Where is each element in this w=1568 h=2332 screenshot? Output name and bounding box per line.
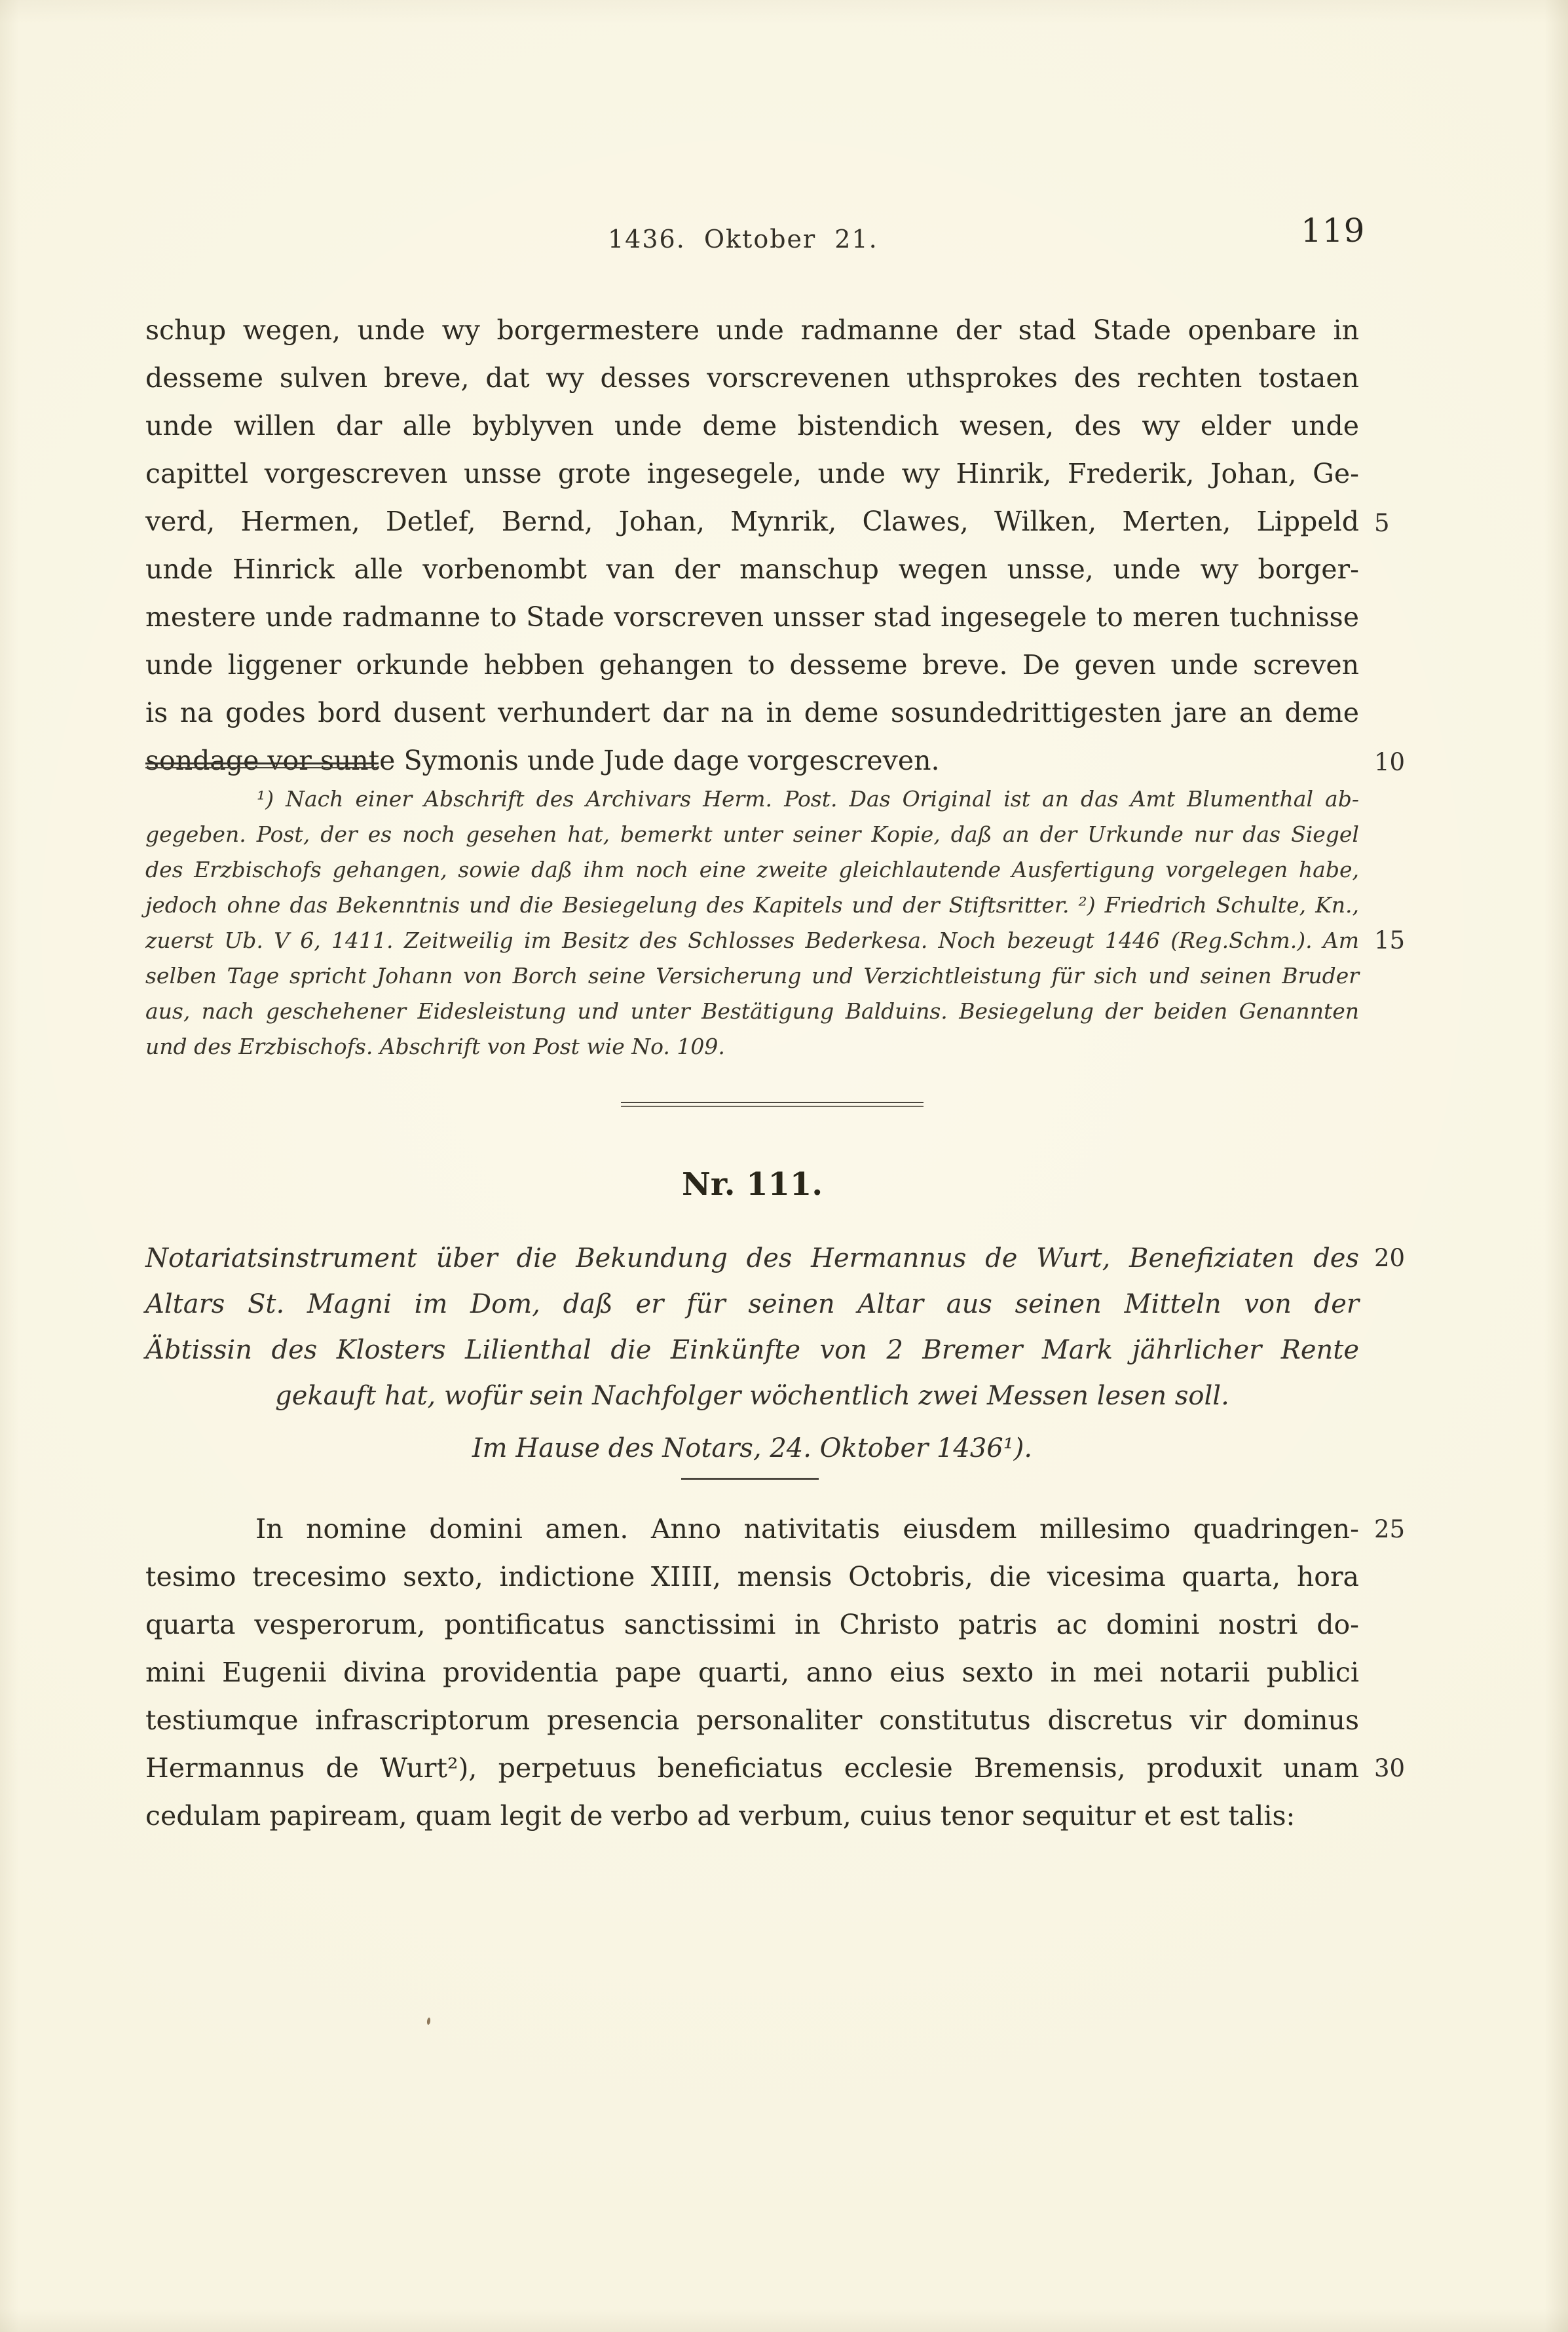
- page-number: 119: [1301, 212, 1366, 250]
- latin-text-line: testiumque infrascriptorum presencia personaliter constitutus discretus vir dominus: [145, 1704, 1359, 1736]
- entry-number-heading: Nr. 111.: [681, 1166, 823, 1203]
- regest-closing-line: gekauft hat, wofür sein Nachfolger wöchentlich zwei Messen lesen soll.: [275, 1381, 1229, 1411]
- latin-text-paragraph: [145, 1505, 1359, 1840]
- regest-line: Äbtissin des Klosters Lilienthal die Einkünfte von 2 Bremer Mark jährlicher Rente: [145, 1335, 1359, 1365]
- footnote-line: des Erzbischofs gehangen, sowie daß ihm noch eine zweite gleichlautende Ausfertigung vorgelegen habe,: [145, 857, 1359, 882]
- footnote-separator-rule: [145, 762, 379, 768]
- margin-line-number: 5: [1374, 509, 1390, 537]
- footnote-line: aus, nach geschehener Eidesleistung und unter Bestätigung Balduins. Besiegelung der beiden Genannten: [145, 998, 1359, 1024]
- footnote-line: ¹) Nach einer Abschrift des Archivars Herm. Post. Das Original ist an das Amt Blumenthal ab-: [257, 786, 1359, 812]
- margin-line-number: 15: [1374, 926, 1406, 954]
- footnote-line: gegeben. Post, der es noch gesehen hat, bemerkt unter seiner Kopie, daß an der Urkunde nur das Siegel: [145, 821, 1359, 847]
- regest-line: Altars St. Magni im Dom, daß er für seinen Altar aus seinen Mitteln von der: [145, 1289, 1359, 1319]
- footnote-line: jedoch ohne das Bekenntnis und die Besiegelung des Kapitels und der Stiftsritter. ²) Friedrich Schulte, Kn.,: [145, 892, 1359, 918]
- main-text-line: schup wegen, unde wy borgermestere unde radmanne der stad Stade openbare in: [145, 314, 1359, 346]
- main-text-paragraph: [145, 307, 1359, 785]
- margin-line-number: 30: [1374, 1754, 1406, 1782]
- latin-text-line: Hermannus de Wurt²), perpetuus beneficiatus ecclesie Bremensis, produxit unam: [145, 1752, 1359, 1784]
- main-text-line: unde liggener orkunde hebben gehangen to desseme breve. De geven unde screven: [145, 649, 1359, 681]
- main-text-line: unde Hinrick alle vorbenombt van der manschup wegen unsse, unde wy borger-: [145, 554, 1359, 585]
- latin-text-line: In nomine domini amen. Anno nativitatis eiusdem millesimo quadringen-: [255, 1513, 1359, 1545]
- entry-dateline: Im Hause des Notars, 24. Oktober 1436¹).: [472, 1433, 1033, 1463]
- regest-summary: [145, 1235, 1359, 1471]
- footnote-line: zuerst Ub. V 6, 1411. Zeitweilig im Besitz des Schlosses Bederkesa. Noch bezeugt 1446 (Reg.Schm.). Am: [145, 928, 1359, 953]
- margin-line-number: 20: [1374, 1244, 1406, 1272]
- main-text-line: desseme sulven breve, dat wy desses vorscrevenen uthsprokes des rechten tostaen: [145, 362, 1359, 394]
- footnote-line: selben Tage spricht Johann von Borch seine Versicherung und Verzichtleistung für sich und seinen Bruder: [145, 963, 1359, 988]
- main-text-line: capittel vorgescreven unsse grote ingesegele, unde wy Hinrik, Frederik, Johan, Ge-: [145, 458, 1359, 489]
- margin-line-number: 10: [1374, 748, 1406, 776]
- footnote-line: und des Erzbischofs. Abschrift von Post wie No. 109.: [145, 1034, 725, 1059]
- latin-text-line: tesimo trecesimo sexto, indictione XIIII, mensis Octobris, die vicesima quarta, hora: [145, 1561, 1359, 1592]
- footnote-block: [145, 781, 1359, 1064]
- main-text-line: is na godes bord dusent verhundert dar na in deme sosundedrittigesten jare an deme: [145, 697, 1359, 728]
- margin-line-number: 25: [1374, 1515, 1406, 1543]
- latin-text-line: mini Eugenii divina providentia pape quarti, anno eius sexto in mei notarii publici: [145, 1657, 1359, 1688]
- main-text-line: sondage vor sunte Symonis unde Jude dage vorgescreven.: [145, 745, 940, 776]
- main-text-line: mestere unde radmanne to Stade vorscreven unsser stad ingesegele to meren tuchnisse: [145, 601, 1359, 633]
- main-text-line: verd, Hermen, Detlef, Bernd, Johan, Mynrik, Clawes, Wilken, Merten, Lippeld: [145, 506, 1359, 537]
- regest-line: Notariatsinstrument über die Bekundung des Hermannus de Wurt, Benefiziaten des: [145, 1243, 1359, 1273]
- ink-speck: [426, 2018, 430, 2025]
- main-text-line: unde willen dar alle byblyven unde deme bistendich wesen, des wy elder unde: [145, 410, 1359, 442]
- section-divider-rule: [621, 1102, 924, 1107]
- running-head-date: 1436. Oktober 21.: [608, 225, 878, 254]
- latin-text-line: cedulam papiream, quam legit de verbo ad verbum, cuius tenor sequitur et est talis:: [145, 1800, 1296, 1832]
- dateline-divider-rule: [681, 1478, 819, 1480]
- latin-text-line: quarta vesperorum, pontificatus sanctissimi in Christo patris ac domini nostri do-: [145, 1609, 1359, 1640]
